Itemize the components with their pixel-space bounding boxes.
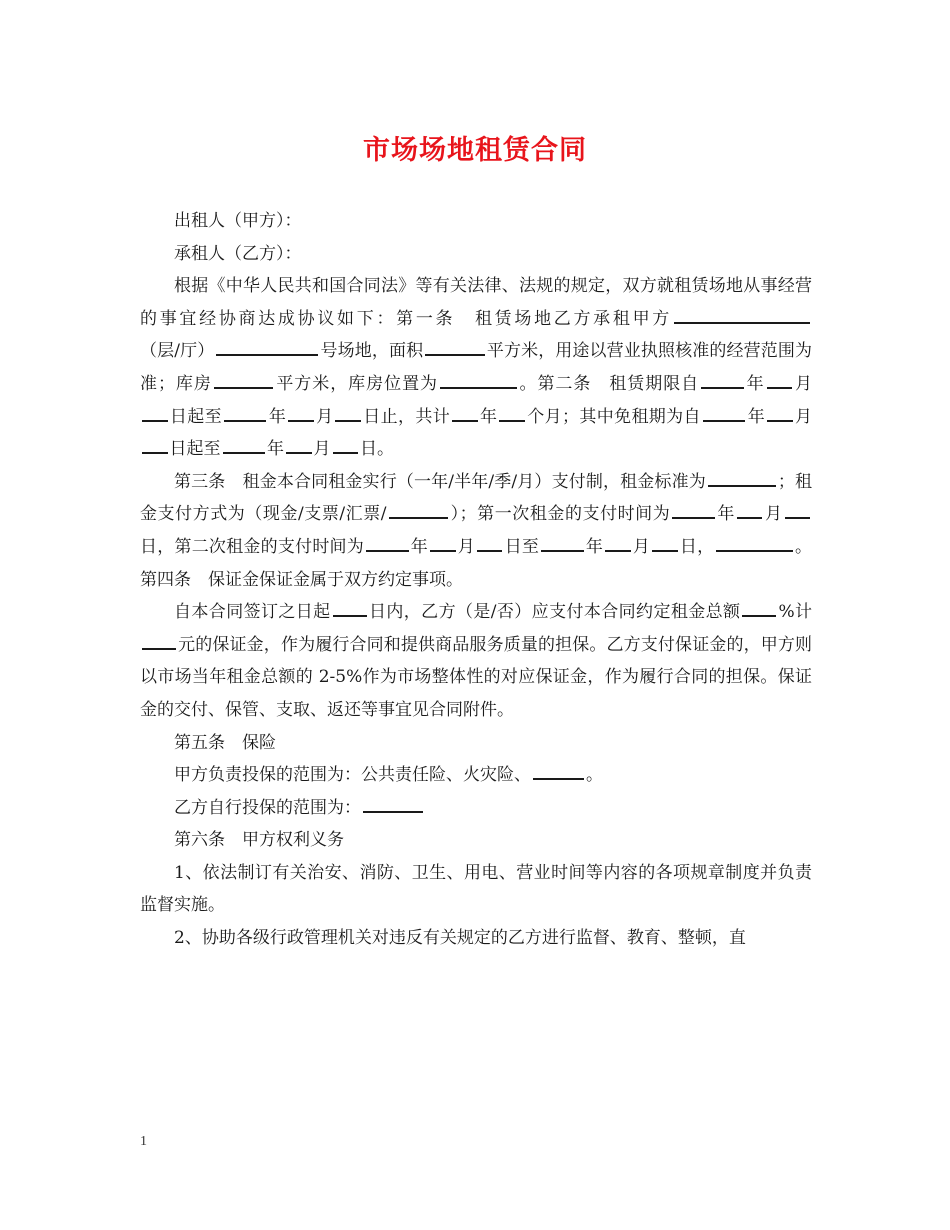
- paragraph-text: 平方米，库房位置为: [275, 373, 439, 394]
- contract-body: [140, 205, 812, 955]
- document-title: 市场场地租赁合同: [363, 135, 587, 166]
- paragraph-p3: [140, 466, 812, 596]
- paragraph-text: 甲方负责投保的范围为：公共责任险、火灾险、: [174, 765, 531, 786]
- paragraph-item1: [140, 857, 812, 922]
- paragraph-text: 年: [585, 536, 604, 557]
- fill-in-blank[interactable]: [288, 403, 314, 421]
- paragraph-text: 年: [410, 536, 428, 557]
- paragraph-text: 承租人（乙方）：: [174, 243, 302, 264]
- fill-in-blank[interactable]: [767, 403, 793, 421]
- paragraph-text: 年: [716, 504, 735, 525]
- fill-in-blank[interactable]: [333, 599, 367, 617]
- fill-in-blank[interactable]: [333, 436, 359, 454]
- paragraph-ins_a: [140, 759, 812, 792]
- paragraph-text: 月: [315, 406, 334, 427]
- paragraph-text: 日至: [504, 536, 540, 557]
- fill-in-blank[interactable]: [335, 403, 361, 421]
- paragraph-text: 第三条 租金本合同租金实行（一年/半年/季/月）支付制，租金标准为: [174, 471, 706, 492]
- paragraph-text: 月: [457, 536, 475, 557]
- paragraph-text: 年: [747, 406, 766, 427]
- paragraph-text: 号场地，面积: [320, 341, 424, 362]
- paragraph-text: 日起至: [169, 439, 221, 460]
- paragraph-text: 2、协助各级行政管理机关对违反有关规定的乙方进行监督、教育、整顿，直: [174, 928, 746, 949]
- paragraph-text: %计: [778, 602, 813, 623]
- fill-in-blank[interactable]: [703, 403, 746, 421]
- paragraph-text: 出租人（甲方）：: [174, 211, 302, 231]
- page-number: 1: [140, 1134, 147, 1149]
- fill-in-blank[interactable]: [214, 371, 274, 389]
- paragraph-text: 日。: [360, 439, 394, 460]
- paragraph-text: 自本合同签订之日起: [174, 602, 331, 623]
- paragraph-text: 日止，共计: [362, 406, 451, 427]
- paragraph-text: 1、依法制订有关治安、消防、卫生、用电、营业时间等内容的各项规章制度并负责监督实施。: [140, 862, 812, 916]
- paragraph-text: ；租金支付方式为（现金/支票/汇票/: [140, 471, 813, 525]
- paragraph-text: 年: [267, 439, 284, 460]
- paragraph-text: 日，第二次租金的支付时间为: [140, 536, 365, 557]
- paragraph-text: 日起至: [169, 406, 222, 427]
- fill-in-blank[interactable]: [286, 436, 312, 454]
- paragraph-text: 月: [313, 439, 331, 460]
- paragraph-art5: [140, 727, 812, 760]
- paragraph-text: 月: [794, 406, 813, 427]
- fill-in-blank[interactable]: [533, 762, 584, 780]
- paragraph-text: （层/厅）: [140, 341, 215, 362]
- fill-in-blank[interactable]: [363, 795, 423, 813]
- fill-in-blank[interactable]: [605, 534, 631, 552]
- fill-in-blank[interactable]: [430, 534, 456, 552]
- paragraph-p4: [140, 596, 812, 726]
- fill-in-blank[interactable]: [477, 534, 503, 552]
- fill-in-blank[interactable]: [652, 534, 678, 552]
- fill-in-blank[interactable]: [425, 338, 485, 356]
- paragraph-text: 月: [794, 373, 813, 394]
- fill-in-blank[interactable]: [742, 599, 776, 617]
- paragraph-text: 月: [632, 536, 651, 557]
- fill-in-blank[interactable]: [389, 501, 449, 519]
- fill-in-blank[interactable]: [440, 371, 517, 389]
- paragraph-text: 年: [268, 406, 287, 427]
- fill-in-blank[interactable]: [142, 632, 176, 650]
- fill-in-blank[interactable]: [142, 403, 168, 421]
- fill-in-blank[interactable]: [223, 436, 266, 454]
- paragraph-text: ）；第一次租金的支付时间为: [450, 504, 671, 525]
- fill-in-blank[interactable]: [216, 338, 318, 356]
- paragraph-text: 乙方自行投保的范围为：: [174, 797, 361, 818]
- fill-in-blank[interactable]: [672, 501, 715, 519]
- fill-in-blank[interactable]: [142, 436, 168, 454]
- paragraph-text: 。第二条 租赁期限自: [518, 373, 700, 394]
- fill-in-blank[interactable]: [674, 306, 810, 324]
- paragraph-ins_b: [140, 792, 812, 825]
- fill-in-blank[interactable]: [737, 501, 763, 519]
- paragraph-text: 平方米，用途以营业执照核准的经营范围为准；库房: [140, 341, 813, 394]
- fill-in-blank[interactable]: [366, 534, 409, 552]
- fill-in-blank[interactable]: [716, 534, 793, 552]
- paragraph-text: 元的保证金，作为履行合同和提供商品服务质量的担保。乙方支付保证金的，甲方则以市场当年租金总额的 2-5%作为市场整体性的对应保证金，作为履行合同的担保。保证金的交付、保管、支取、返还等事宜见合同附件。: [140, 634, 812, 720]
- paragraph-item2: [140, 922, 812, 955]
- fill-in-blank[interactable]: [499, 403, 525, 421]
- fill-in-blank[interactable]: [452, 403, 478, 421]
- paragraph-text: 第六条 甲方权利义务: [174, 830, 344, 851]
- paragraph-text: 日，: [679, 536, 715, 557]
- fill-in-blank[interactable]: [701, 371, 744, 389]
- paragraph-lessee: [140, 238, 812, 271]
- fill-in-blank[interactable]: [767, 371, 793, 389]
- paragraph-art6: [140, 824, 812, 857]
- paragraph-text: 第五条 保险: [174, 732, 276, 753]
- paragraph-text: 日内，乙方（是/否）应支付本合同约定租金总额: [368, 602, 741, 623]
- fill-in-blank[interactable]: [541, 534, 584, 552]
- paragraph-text: 个月；其中免租期为自: [526, 406, 701, 427]
- paragraph-text: 。第四条 保证金保证金属于双方约定事项。: [140, 536, 813, 590]
- paragraph-p1: [140, 270, 812, 466]
- fill-in-blank[interactable]: [708, 469, 776, 487]
- paragraph-text: 年: [745, 373, 765, 394]
- paragraph-lessor: [140, 205, 812, 238]
- paragraph-text: 。: [586, 765, 603, 786]
- fill-in-blank[interactable]: [785, 501, 811, 519]
- paragraph-text: 年: [479, 406, 498, 427]
- paragraph-text: 月: [764, 504, 783, 525]
- fill-in-blank[interactable]: [224, 403, 267, 421]
- paragraph-text: 根据《中华人民共和国合同法》等有关法律、法规的规定，双方就租赁场地从事经营的事宜经协商达成协议如下：第一条 租赁场地乙方承租甲方: [140, 276, 812, 329]
